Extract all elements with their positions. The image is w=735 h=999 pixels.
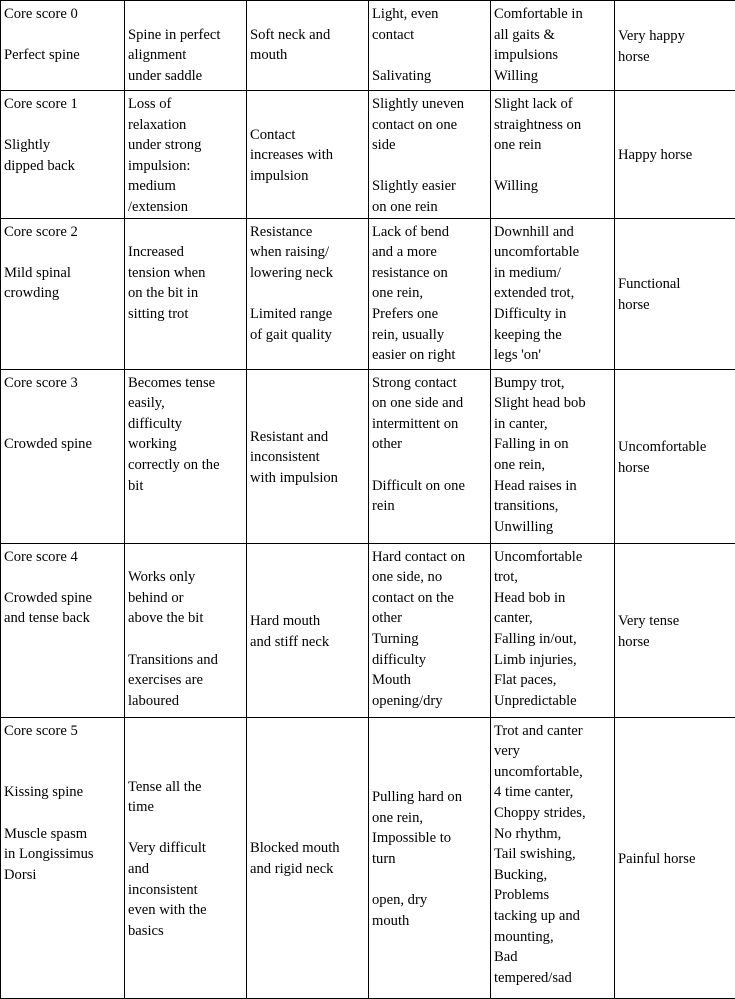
contact-cell	[369, 1, 491, 91]
neck-mouth-cell	[247, 543, 369, 717]
table-row	[1, 369, 735, 543]
score-text: Core score 4 Crowded spine and tense back	[4, 547, 122, 629]
neck-mouth-text: Contact increases with impulsion	[250, 125, 366, 187]
neck-mouth-text: Resistant and inconsistent with impulsion	[250, 427, 366, 489]
contact-cell	[369, 91, 491, 219]
neck-mouth-cell	[247, 369, 369, 543]
neck-mouth-text: Hard mouth and stiff neck	[250, 611, 366, 652]
horse-state-text: Happy horse	[618, 145, 733, 166]
contact-cell	[369, 543, 491, 717]
contact-text: Hard contact on one side, no contact on the other Turning difficulty Mouth opening/dry	[372, 547, 488, 712]
neck-mouth-text: Resistance when raising/ lowering neck Limited range of gait quality	[250, 222, 366, 346]
gait-cell	[491, 369, 615, 543]
gait-text: Downhill and uncomfortable in medium/ extended trot, Difficulty in keeping the legs 'on'	[494, 222, 612, 366]
horse-state-text: Uncomfortable horse	[618, 437, 733, 478]
description-cell	[125, 543, 247, 717]
neck-mouth-cell	[247, 91, 369, 219]
horse-state-cell	[615, 91, 735, 219]
gait-text: Trot and canter very uncomfortable, 4 time canter, Choppy strides, No rhythm, Tail swishing, Bucking, Problems tacking up and mounting, Bad tempered/sad	[494, 721, 612, 989]
table-row	[1, 218, 735, 369]
contact-text: Pulling hard on one rein, Impossible to turn open, dry mouth	[372, 787, 488, 931]
neck-mouth-text: Blocked mouth and rigid neck	[250, 838, 366, 879]
neck-mouth-text: Soft neck and mouth	[250, 4, 366, 66]
gait-cell	[491, 543, 615, 717]
horse-state-cell	[615, 1, 735, 91]
horse-state-text: Very happy horse	[618, 26, 733, 67]
horse-state-cell	[615, 218, 735, 369]
table-row	[1, 543, 735, 717]
description-cell	[125, 369, 247, 543]
horse-state-cell	[615, 717, 735, 998]
score-text: Core score 5 Kissing spine Muscle spasm in Longissimus Dorsi	[4, 721, 122, 886]
score-text: Core score 2 Mild spinal crowding	[4, 222, 122, 304]
contact-text: Light, even contact Salivating	[372, 4, 488, 86]
score-cell	[1, 543, 125, 717]
horse-state-text: Painful horse	[618, 849, 733, 870]
neck-mouth-cell	[247, 218, 369, 369]
gait-text: Uncomfortable trot, Head bob in canter, Falling in/out, Limb injuries, Flat paces, Unpredictable	[494, 547, 612, 712]
score-cell	[1, 369, 125, 543]
score-cell	[1, 1, 125, 91]
contact-cell	[369, 717, 491, 998]
contact-cell	[369, 218, 491, 369]
description-text: Becomes tense easily, difficulty working correctly on the bit	[128, 373, 244, 497]
contact-text: Slightly uneven contact on one side Slightly easier on one rein	[372, 94, 488, 218]
description-text: Works only behind or above the bit Transitions and exercises are laboured	[128, 547, 244, 712]
gait-text: Bumpy trot, Slight head bob in canter, Falling in on one rein, Head raises in transitions, Unwilling	[494, 373, 612, 538]
score-text: Core score 1 Slightly dipped back	[4, 94, 122, 176]
table-row	[1, 91, 735, 219]
description-text: Spine in perfect alignment under saddle	[128, 4, 244, 86]
score-cell	[1, 91, 125, 219]
score-cell	[1, 717, 125, 998]
contact-text: Lack of bend and a more resistance on one rein, Prefers one rein, usually easier on right	[372, 222, 488, 366]
horse-state-text: Functional horse	[618, 274, 733, 315]
horse-state-text: Very tense horse	[618, 611, 733, 652]
score-text: Core score 3 Crowded spine	[4, 373, 122, 455]
description-cell	[125, 1, 247, 91]
score-cell	[1, 218, 125, 369]
horse-state-cell	[615, 543, 735, 717]
description-text: Loss of relaxation under strong impulsion: medium /extension	[128, 94, 244, 218]
description-cell	[125, 91, 247, 219]
table-row	[1, 717, 735, 998]
description-text: Tense all the time Very difficult and inconsistent even with the basics	[128, 777, 244, 942]
gait-text: Comfortable in all gaits & impulsions Willing	[494, 4, 612, 86]
contact-text: Strong contact on one side and intermittent on other Difficult on one rein	[372, 373, 488, 517]
neck-mouth-cell	[247, 1, 369, 91]
gait-cell	[491, 218, 615, 369]
horse-state-cell	[615, 369, 735, 543]
score-text: Core score 0 Perfect spine	[4, 4, 122, 66]
table-row	[1, 1, 735, 91]
description-text: Increased tension when on the bit in sitting trot	[128, 222, 244, 325]
contact-cell	[369, 369, 491, 543]
description-cell	[125, 717, 247, 998]
gait-text: Slight lack of straightness on one rein Willing	[494, 94, 612, 197]
description-cell	[125, 218, 247, 369]
neck-mouth-cell	[247, 717, 369, 998]
gait-cell	[491, 717, 615, 998]
gait-cell	[491, 1, 615, 91]
gait-cell	[491, 91, 615, 219]
